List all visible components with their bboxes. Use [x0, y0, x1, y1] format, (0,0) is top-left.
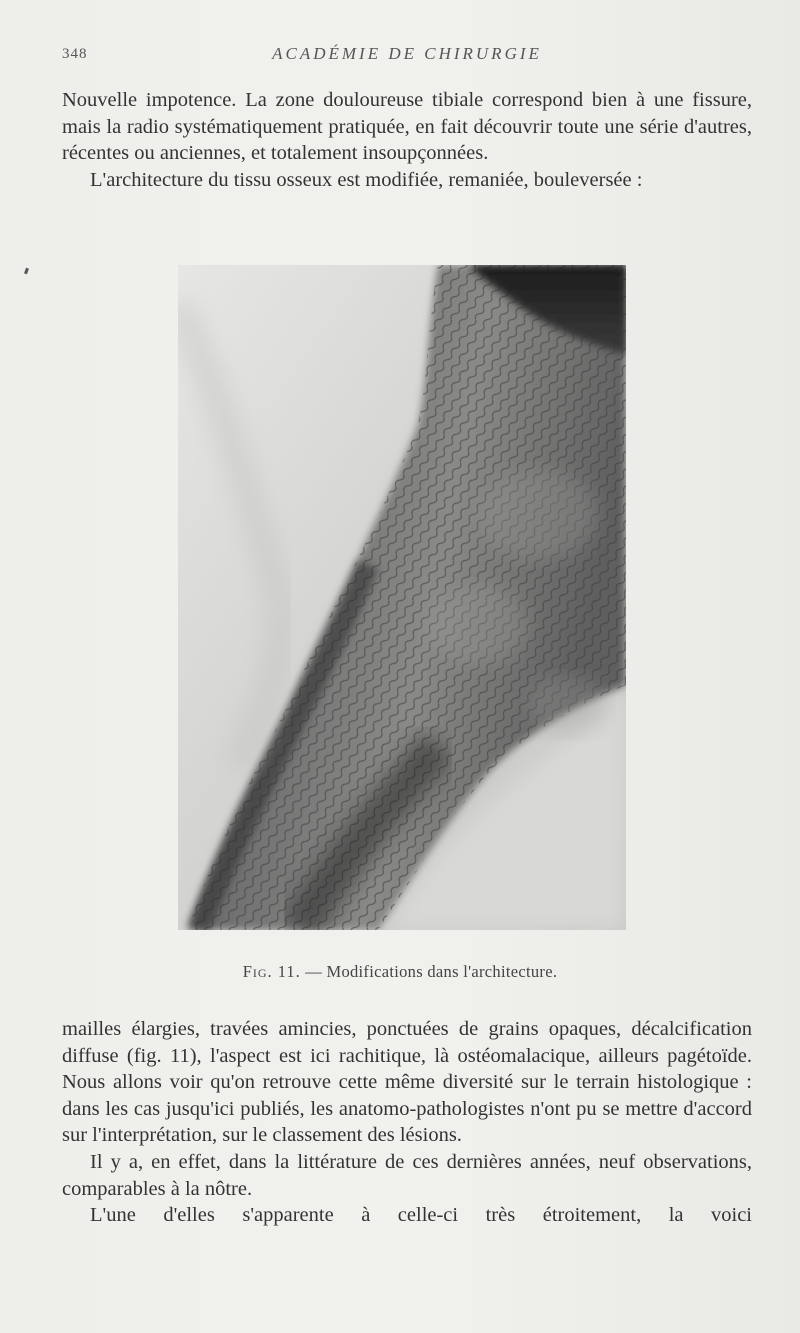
page-number: 348: [62, 46, 88, 62]
caption-separator: —: [300, 962, 327, 981]
stray-ink-mark: [24, 268, 29, 275]
running-head: ACADÉMIE DE CHIRURGIE: [272, 44, 542, 63]
paragraph: L'une d'elles s'apparente à celle-ci très étroitement, la voici: [90, 1204, 752, 1227]
paragraph: mailles élargies, travées amincies, ponctuées de grains opaques, décalcification diffuse (fig. 11), l'aspect est ici rachitique, là ostéomalacique, ailleurs pagétoïde. Nous allons voir qu'on retrouve cette même diversité sur le terrain histologique : dans les cas jusqu'ici publiés, les anatomo-pathologistes n'ont pu se mettre d'accord sur l'interprétation, sur le classement des lésions.: [62, 1018, 752, 1147]
paragraph: Il y a, en effet, dans la littérature de ces dernières années, neuf observations, comparables à la nôtre.: [62, 1150, 752, 1200]
radiograph-image: [178, 265, 626, 930]
page-header: [62, 44, 752, 68]
paragraph: L'architecture du tissu osseux est modifiée, remaniée, bouleversée :: [90, 168, 643, 191]
body-text-bottom: [62, 1016, 752, 1229]
figure-caption: [0, 962, 800, 982]
paragraph: Nouvelle impotence. La zone douloureuse tibiale correspond bien à une fissure, mais la radio systématiquement pratiquée, en fait découvrir toute une série d'autres, récentes ou anciennes, et totalement insoupçonnées.: [62, 89, 752, 165]
figure-title: Modifications dans l'architecture.: [326, 962, 558, 981]
figure-radiograph: [178, 265, 626, 930]
body-text-top: [62, 87, 752, 193]
figure-label: Fig. 11.: [242, 962, 301, 981]
